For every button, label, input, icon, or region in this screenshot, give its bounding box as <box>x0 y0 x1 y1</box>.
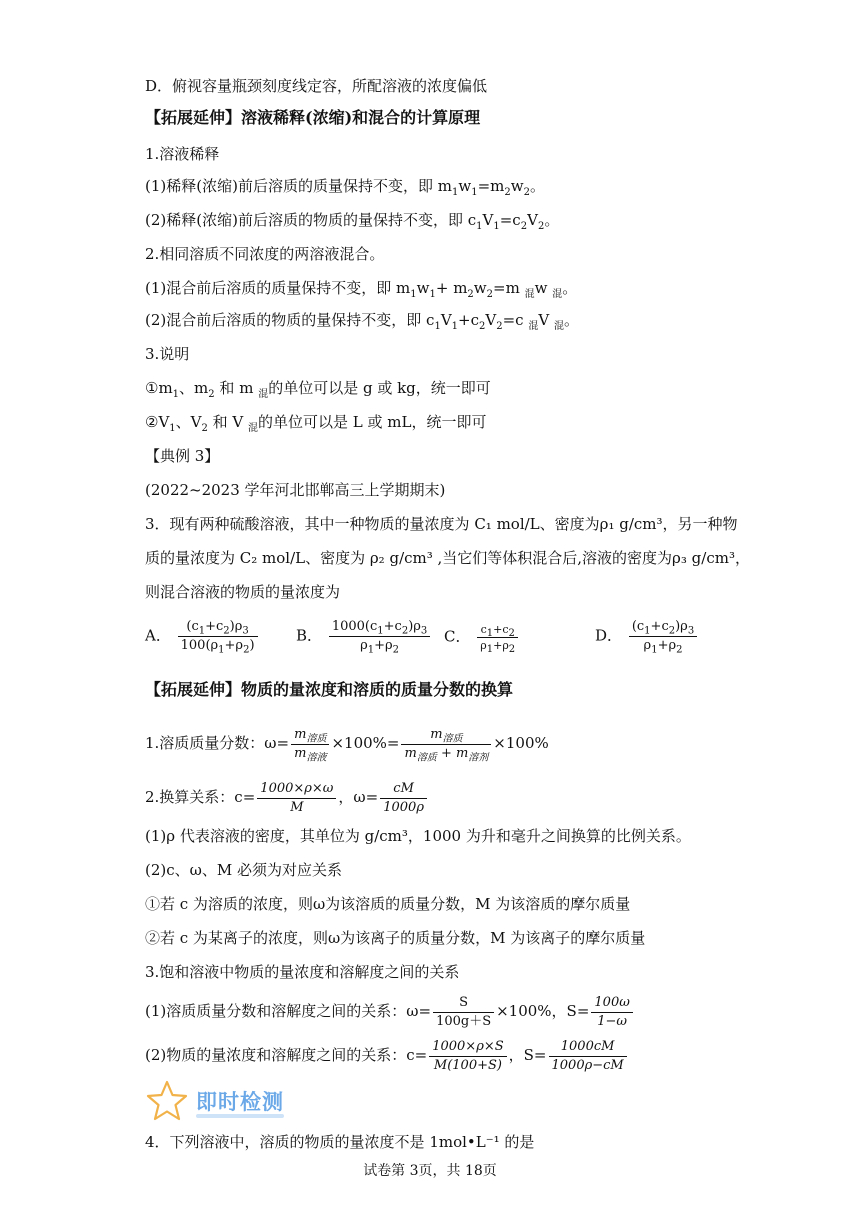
formula-solubility-fraction: (1)溶质质量分数和溶解度之间的关系：ω= $\frac{S}{100g+S}$ ×100%，S= $\frac{100\omega}{1-\omega}$ <box>145 992 635 1030</box>
formula-solubility-concentration: (2)物质的量浓度和溶解度之间的关系：c= $\frac{1000\times\rho\times S}{M(100+S)}$ ，S= $\frac{1000cM}{1000\rho-cM}$ <box>145 1036 629 1074</box>
subheading-saturated: 3.饱和溶液中物质的量浓度和溶解度之间的关系 <box>145 963 460 981</box>
example-label: 【典例 3】 <box>145 447 220 465</box>
rule-mix-mass: (1)混合前后溶质的质量保持不变，即 $m_1w_1+ m_2w_2=m$ $_混$w $_混$。 <box>145 279 578 300</box>
subheading-dilution: 1.溶液稀释 <box>145 145 220 163</box>
page-footer: 试卷第 3页，共 18页 <box>363 1163 497 1179</box>
question-3-line2: 质的量浓度为 C₂ mol/L、密度为 ρ₂ g/cm³ ,当它们等体积混合后,溶液的密度为ρ₃ g/cm³， <box>145 549 750 567</box>
rule-mix-moles: (2)混合前后溶质的物质的量保持不变，即 $c_1V_1+c_2V_2=c$ $_混$V $_混$。 <box>145 311 579 332</box>
note-mass-units: $①m_1$、$m_2$ 和 m $_混$的单位可以是 g 或 kg，统一即可 <box>145 379 491 400</box>
star-icon <box>144 1080 190 1122</box>
note-volume-units: $②V_1$、$V_2$ 和 V $_混$的单位可以是 L 或 mL，统一即可 <box>145 413 487 434</box>
formula-mass-fraction: 1.溶质质量分数：ω= $\frac{m_{溶质}}{m_{溶液}}$ ×100%= $\frac{m_{溶质}}{m_{溶质} + m_{溶剂}}$ ×100% <box>145 726 549 764</box>
note-density: (1)ρ 代表溶液的密度，其单位为 g/cm³，1000 为升和毫升之间换算的比例关系。 <box>145 827 691 845</box>
question-3-line1: 3．现有两种硫酸溶液，其中一种物质的量浓度为 C₁ mol/L、密度为ρ₁ g/cm³，另一种物 <box>145 515 738 533</box>
option-b[interactable]: B． $\frac{1000(c_1+c_2)\rho_3}{\rho_1+\rho_2}$ <box>296 618 432 655</box>
badge-underline <box>196 1114 284 1118</box>
note-solute: ①若 c 为溶质的浓度，则ω为该溶质的质量分数，M 为该溶质的摩尔质量 <box>145 895 631 913</box>
option-d[interactable]: D． $\frac{(c_1+c_2)\rho_3}{\rho_1+\rho_2}$ <box>595 618 699 655</box>
question-source: (2022~2023 学年河北邯郸高三上学期期末) <box>145 481 446 499</box>
quick-check-label: 即时检测 <box>196 1090 284 1114</box>
note-correspondence: (2)c、ω、M 必须为对应关系 <box>145 861 343 879</box>
question-4: 4．下列溶液中，溶质的物质的量浓度不是 1mol•L⁻¹ 的是 <box>145 1133 535 1151</box>
section-heading-conversion: 【拓展延伸】物质的量浓度和溶质的质量分数的换算 <box>145 680 514 699</box>
rule-mass-conserved: (1)稀释(浓缩)前后溶质的质量保持不变，即 $m_1w_1=m_2w_2$。 <box>145 177 545 198</box>
note-ion: ②若 c 为某离子的浓度，则ω为该离子的质量分数，M 为该离子的摩尔质量 <box>145 929 646 947</box>
subheading-notes: 3.说明 <box>145 345 190 363</box>
option-d-previous: D．俯视容量瓶颈刻度线定容，所配溶液的浓度偏低 <box>145 77 488 95</box>
formula-conversion: 2.换算关系：c= $\frac{1000\times\rho\times\omega}{M}$ ，ω= $\frac{cM}{1000\rho}$ <box>145 778 429 816</box>
option-c[interactable]: C． $\frac{c_1+c_2}{\rho_1+\rho_2}$ <box>444 622 520 653</box>
option-a[interactable]: A． $\frac{(c_1+c_2)\rho_3}{100(\rho_1+\rho_2)}$ <box>145 618 260 655</box>
rule-moles-conserved: (2)稀释(浓缩)前后溶质的物质的量保持不变，即 $c_1V_1=c_2V_2$。 <box>145 211 560 232</box>
question-3-line3: 则混合溶液的物质的量浓度为 <box>145 583 341 601</box>
subheading-mixing: 2.相同溶质不同浓度的两溶液混合。 <box>145 245 385 263</box>
section-heading-dilution: 【拓展延伸】溶液稀释(浓缩)和混合的计算原理 <box>145 108 481 127</box>
